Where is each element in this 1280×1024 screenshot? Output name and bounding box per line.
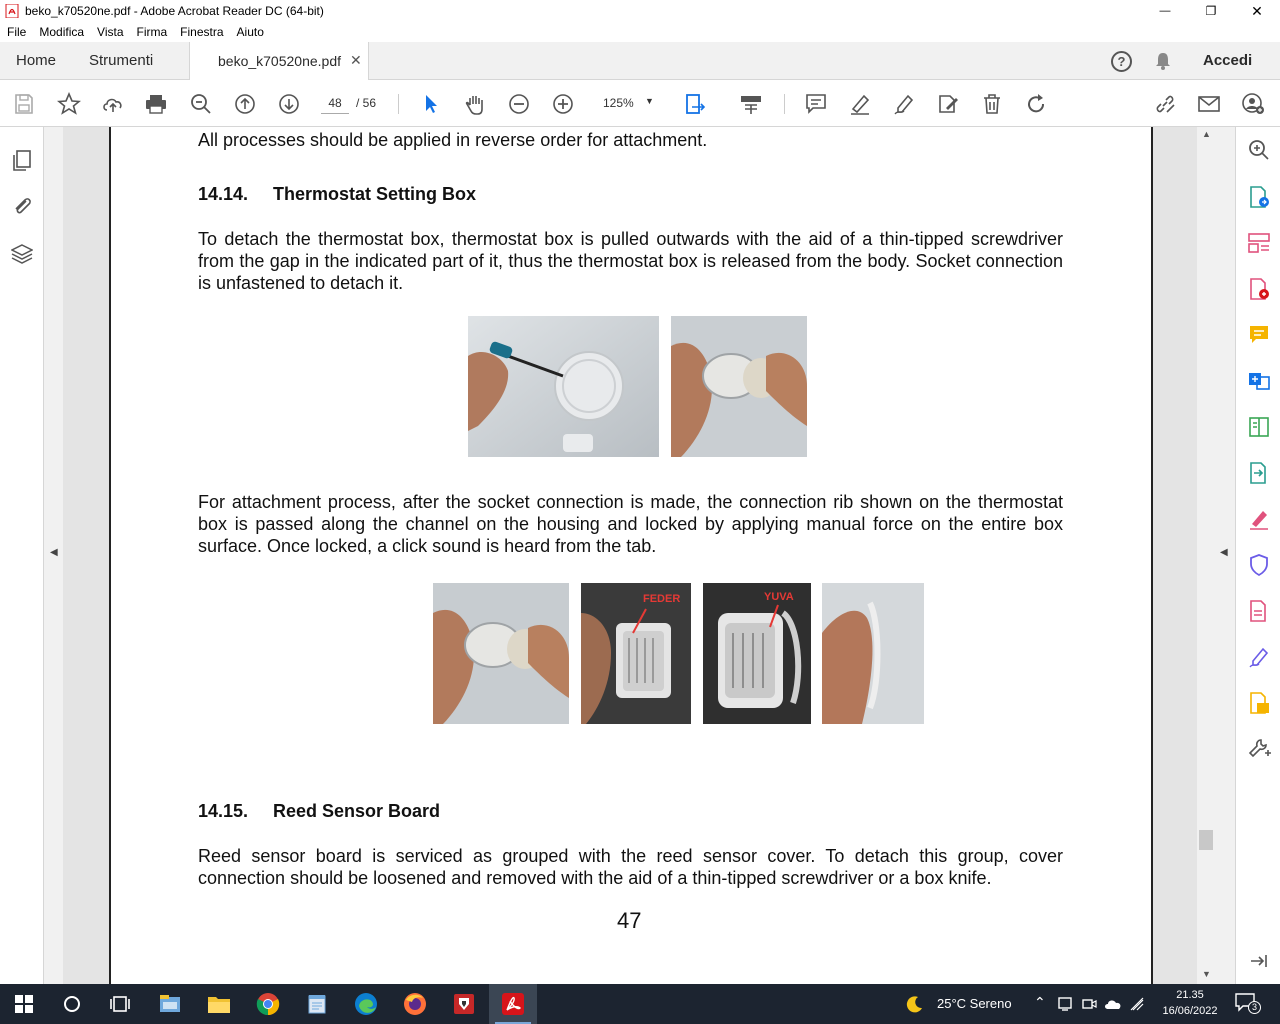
taskbar (0, 984, 1280, 1024)
tab-tools[interactable]: Strumenti (89, 52, 154, 69)
hand-tool-icon[interactable] (463, 92, 487, 116)
chevron-left-icon: ◀ (50, 547, 58, 558)
acrobat-icon (501, 992, 525, 1016)
notification-bell-icon[interactable] (1153, 51, 1173, 71)
section-number: 14.14. (198, 184, 249, 204)
maximize-button[interactable] (1188, 0, 1234, 22)
draw-sign-icon[interactable] (892, 92, 916, 116)
pdf-page (109, 127, 1153, 984)
upload-cloud-icon[interactable] (101, 92, 125, 116)
close-window-button[interactable] (1234, 0, 1280, 22)
close-tab-icon[interactable]: ✕ (350, 52, 362, 68)
search-button[interactable] (48, 984, 96, 1024)
moon-weather-icon (906, 995, 924, 1013)
scroll-up-icon[interactable]: ▲ (1202, 129, 1211, 139)
taskbar-app-edge[interactable] (342, 984, 390, 1024)
firefox-icon (403, 992, 427, 1016)
photo-attach-feder (581, 583, 691, 724)
share-link-icon[interactable] (1153, 92, 1177, 116)
menu-finestra[interactable]: Finestra (180, 25, 224, 39)
next-page-icon[interactable] (277, 92, 301, 116)
photo-screwdriver-detach (468, 316, 659, 457)
menu-file[interactable]: File (7, 25, 27, 39)
tabs-row (0, 42, 1280, 80)
delete-trash-icon[interactable] (980, 92, 1004, 116)
task-view-icon (110, 995, 130, 1013)
right-tools-panel (1235, 127, 1280, 984)
notification-count: 3 (1248, 1001, 1261, 1014)
fill-sign-icon[interactable] (1247, 507, 1271, 531)
acrobat-app-icon (5, 4, 19, 18)
paragraph: To detach the thermostat box, thermostat box is pulled outwards with the aid of a thin-tipped screwdriver from the gap in the indicated part of it, thus the thermostat box is released from the body. Socket connection is unfastened to detach it. (198, 229, 1063, 293)
email-icon[interactable] (1197, 92, 1221, 116)
taskbar-app-explorer-alt[interactable] (146, 984, 194, 1024)
section-title: Reed Sensor Board (273, 801, 441, 821)
rotate-icon[interactable] (1024, 92, 1048, 116)
taskbar-app-acrobat[interactable] (489, 984, 537, 1024)
minimize-icon: — (1159, 5, 1171, 17)
comment-tool-icon[interactable] (1247, 323, 1271, 347)
highlight-pen-icon[interactable] (848, 92, 872, 116)
bookmark-star-icon[interactable] (57, 92, 81, 116)
edit-pdf-icon[interactable] (1247, 415, 1271, 439)
scrollbar-thumb[interactable] (1199, 830, 1213, 850)
vertical-scrollbar[interactable] (1197, 127, 1215, 984)
clock-time: 21.35 (1176, 989, 1204, 1001)
menu-bar (0, 22, 1280, 42)
zoom-value: 125% (603, 96, 634, 110)
protect-shield-icon[interactable] (1247, 553, 1271, 577)
page-number: 47 (617, 908, 642, 933)
clock-date: 16/06/2022 (1162, 1005, 1218, 1017)
menu-vista[interactable]: Vista (97, 25, 124, 39)
chevron-up-icon[interactable]: ⌃ (1034, 994, 1046, 1010)
tab-document[interactable] (189, 42, 369, 80)
toolbar-separator (398, 94, 399, 114)
left-nav-panel (0, 127, 44, 984)
close-icon: ✕ (1251, 2, 1263, 19)
tab-document-label: beko_k70520ne.pdf (218, 53, 341, 69)
request-signature-icon[interactable] (1247, 645, 1271, 669)
organize-pages-icon[interactable] (1247, 231, 1271, 255)
tab-home[interactable]: Home (16, 52, 57, 69)
feder-label: FEDER (643, 593, 681, 605)
collapse-left-panel[interactable] (44, 127, 63, 984)
create-pdf-icon[interactable] (1247, 277, 1271, 301)
chevron-left-icon: ◀ (1220, 547, 1228, 558)
edit-sign-icon[interactable] (936, 92, 960, 116)
minimize-button[interactable] (1142, 0, 1188, 22)
title-bar (0, 0, 1280, 22)
device-icon[interactable] (1057, 996, 1073, 1012)
photo-attach-press (822, 583, 924, 724)
comment-icon[interactable] (804, 92, 828, 116)
task-view-button[interactable] (96, 984, 144, 1024)
menu-aiuto[interactable]: Aiuto (236, 25, 264, 39)
menu-firma[interactable]: Firma (136, 25, 168, 39)
add-user-icon[interactable] (1241, 92, 1265, 116)
section-title: Thermostat Setting Box (273, 184, 477, 204)
search-zoom-icon[interactable] (1247, 138, 1271, 162)
page-number-input[interactable]: 48 (321, 92, 349, 114)
zoom-in-icon[interactable] (551, 92, 575, 116)
send-review-icon[interactable] (1247, 691, 1271, 715)
window-title: beko_k70520ne.pdf - Adobe Acrobat Reader DC (64-bit) (25, 4, 324, 18)
folder-icon (207, 993, 231, 1015)
taskbar-app-explorer[interactable] (195, 984, 243, 1024)
edge-icon (354, 992, 378, 1016)
previous-page-icon[interactable] (233, 92, 257, 116)
page-thumbnails-icon[interactable] (11, 149, 33, 171)
menu-modifica[interactable]: Modifica (39, 25, 85, 39)
photo-box-removed (671, 316, 807, 457)
combine-files-icon[interactable] (1247, 369, 1271, 393)
photo-attach-1 (433, 583, 569, 724)
help-icon[interactable]: ? (1111, 51, 1132, 72)
restore-icon: ❐ (1205, 4, 1217, 18)
section-number: 14.15. (198, 801, 249, 821)
windows-logo-icon (15, 995, 33, 1013)
paragraph: For attachment process, after the socket connection is made, the connection rib shown on the thermostat box is passed along the channel on the housing and locked by applying manual force on the entire box surface. Once locked, a click sound is heard from the tab. (198, 492, 1063, 556)
document-viewport[interactable] (63, 127, 1197, 984)
signin-button[interactable]: Accedi (1203, 52, 1253, 69)
save-icon[interactable] (12, 92, 36, 116)
chevron-down-icon: ▼ (645, 96, 654, 106)
search-circle-icon (63, 995, 81, 1013)
collapse-tools-icon[interactable] (1247, 949, 1271, 973)
taskbar-app-notepad[interactable] (293, 984, 341, 1024)
start-button[interactable] (0, 984, 48, 1024)
select-cursor-icon[interactable] (419, 92, 443, 116)
notification-center-button[interactable] (1234, 992, 1260, 1016)
chrome-icon (256, 992, 280, 1016)
network-icon[interactable] (1129, 996, 1145, 1012)
system-clock[interactable] (1160, 987, 1220, 1019)
collapse-right-panel[interactable] (1215, 127, 1235, 984)
more-tools-icon[interactable] (1247, 737, 1271, 761)
attachments-paperclip-icon[interactable] (11, 195, 33, 217)
red-app-icon (452, 992, 476, 1016)
toolbar-separator (784, 94, 785, 114)
weather-text[interactable]: 25°C Sereno (937, 996, 1012, 1011)
taskbar-app-game[interactable] (440, 984, 488, 1024)
file-manager-icon (158, 993, 182, 1015)
onedrive-cloud-icon[interactable] (1104, 997, 1122, 1011)
zoom-out-icon[interactable] (507, 92, 531, 116)
taskbar-app-chrome[interactable] (244, 984, 292, 1024)
camera-icon[interactable] (1081, 996, 1097, 1012)
prepare-form-icon[interactable] (1247, 599, 1271, 623)
scroll-down-icon[interactable]: ▼ (1202, 969, 1211, 979)
paragraph: Reed sensor board is serviced as grouped with the reed sensor cover. To detach this group, cover connection should be loosened and removed with the aid of a thin-tipped screwdriver or a box knife. (198, 846, 1063, 888)
page-total: / 56 (356, 96, 377, 110)
intro-line: All processes should be applied in reverse order for attachment. (198, 130, 708, 150)
yuva-label: YUVA (764, 591, 794, 603)
toolbar (0, 80, 1280, 127)
taskbar-app-firefox[interactable] (391, 984, 439, 1024)
print-icon[interactable] (144, 92, 168, 116)
zoom-level-select[interactable] (597, 92, 659, 114)
notepad-icon (306, 993, 328, 1015)
fit-page-icon[interactable] (684, 92, 708, 116)
zoom-search-icon[interactable] (189, 92, 213, 116)
export-pdf-icon[interactable] (1247, 185, 1271, 209)
scroll-mode-icon[interactable] (739, 92, 763, 116)
layers-icon[interactable] (11, 243, 33, 265)
convert-icon[interactable] (1247, 461, 1271, 485)
photo-attach-yuva (703, 583, 811, 724)
